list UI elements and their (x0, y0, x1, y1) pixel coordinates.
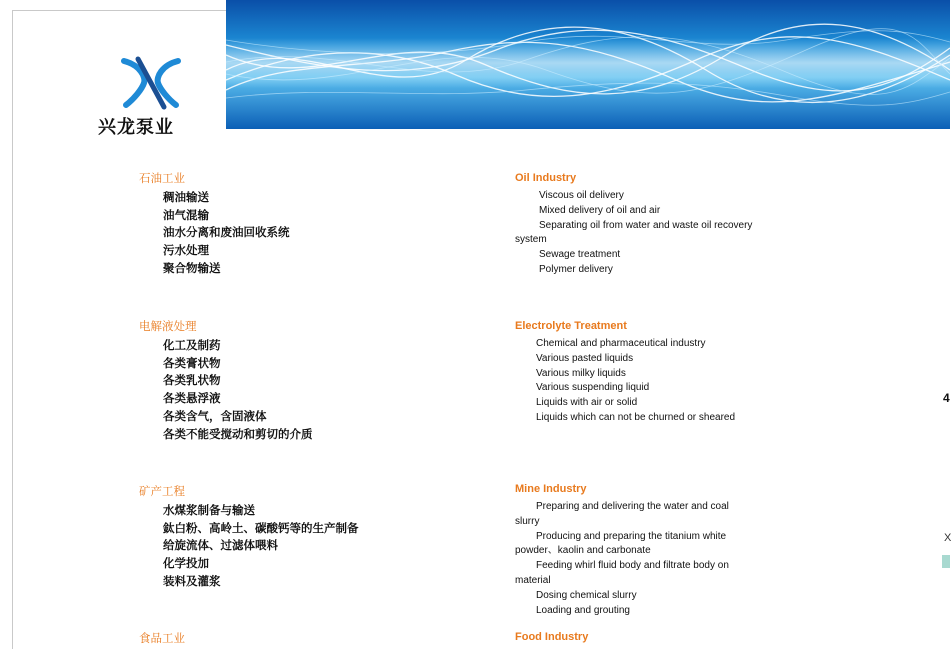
en-section-title: Oil Industry (515, 172, 577, 184)
zh-section-title: 矿产工程 (139, 484, 185, 498)
zh-section-title: 电解液处理 (139, 319, 197, 333)
zh-list-item: 化学投加 (163, 556, 209, 571)
en-section-title: Mine Industry (515, 483, 587, 495)
en-list-item: Loading and grouting (536, 604, 630, 616)
en-list-item: Dosing chemical slurry (536, 589, 637, 601)
zh-list-item: 油水分离和废油回收系统 (163, 225, 290, 240)
en-list-item: Producing and preparing the titanium white (536, 530, 727, 542)
zh-section-food (139, 631, 185, 645)
en-section-electrolyte (515, 319, 735, 426)
en-section-oil (515, 171, 752, 278)
en-section-mine (515, 482, 729, 618)
zh-list-item: 各类不能受搅动和剪切的介质 (163, 426, 313, 441)
en-list-item: Chemical and pharmaceutical industry (536, 338, 706, 349)
en-list-item: Sewage treatment (539, 249, 621, 261)
zh-list-item: 水煤浆制备与输送 (163, 503, 255, 517)
side-mark: X (944, 532, 951, 544)
en-list-item-continued: slurry (515, 515, 540, 527)
en-list-item: Polymer delivery (539, 263, 613, 275)
zh-list-item: 污水处理 (163, 243, 209, 258)
zh-list-item: 稠油输送 (163, 190, 209, 204)
en-section-food (515, 630, 588, 644)
header-banner (226, 0, 950, 129)
en-list-item-continued: system (515, 234, 547, 246)
zh-list-item: 各类悬浮液 (163, 391, 221, 406)
zh-list-item: 油气混输 (163, 207, 209, 222)
en-list-item: Various suspending liquid (536, 382, 650, 394)
wave-banner-graphic (226, 0, 950, 129)
en-list-item: Mixed delivery of oil and air (539, 204, 661, 216)
en-list-item: Liquids which can not be churned or sheared (536, 411, 736, 423)
en-list-item: Liquids with air or solid (536, 397, 638, 409)
en-list-item: Various pasted liquids (536, 352, 634, 364)
zh-list-item: 各类膏状物 (163, 355, 221, 370)
zh-section-title: 食品工业 (139, 631, 185, 645)
zh-section-electrolyte (139, 319, 313, 443)
zh-section-title: 石油工业 (139, 171, 185, 185)
en-list-item: Feeding whirl fluid body and filtrate body on (536, 560, 729, 572)
zh-list-item: 各类含气，含固液体 (163, 408, 267, 423)
company-logo (98, 55, 202, 138)
zh-list-item: 装料及灌浆 (163, 573, 221, 588)
en-section-title: Electrolyte Treatment (515, 320, 627, 332)
en-section-title: Food Industry (515, 631, 589, 643)
en-list-item: Preparing and delivering the water and coal (536, 501, 729, 512)
en-list-item: Separating oil from water and waste oil recovery (539, 219, 753, 231)
zh-list-item: 各类乳状物 (163, 373, 221, 388)
en-list-item: Viscous oil delivery (539, 190, 624, 201)
logo-mark-icon (120, 55, 182, 111)
logo-text: 兴龙泵业 (98, 117, 174, 138)
zh-section-mine (139, 484, 359, 591)
side-tab-marker (942, 555, 950, 568)
zh-list-item: 聚合物输送 (163, 260, 221, 275)
en-list-item-continued: material (515, 574, 551, 586)
en-list-item-continued: powder、kaolin and carbonate (515, 545, 651, 557)
zh-list-item: 化工及制药 (163, 338, 221, 352)
en-list-item: Various milky liquids (536, 367, 626, 379)
zh-section-oil (139, 171, 290, 278)
zh-list-item: 给旋流体、过滤体喂料 (163, 538, 278, 553)
zh-list-item: 鈦白粉、高岭土、碳酸钙等的生产制备 (163, 520, 359, 535)
page-number: 4 (943, 391, 950, 405)
